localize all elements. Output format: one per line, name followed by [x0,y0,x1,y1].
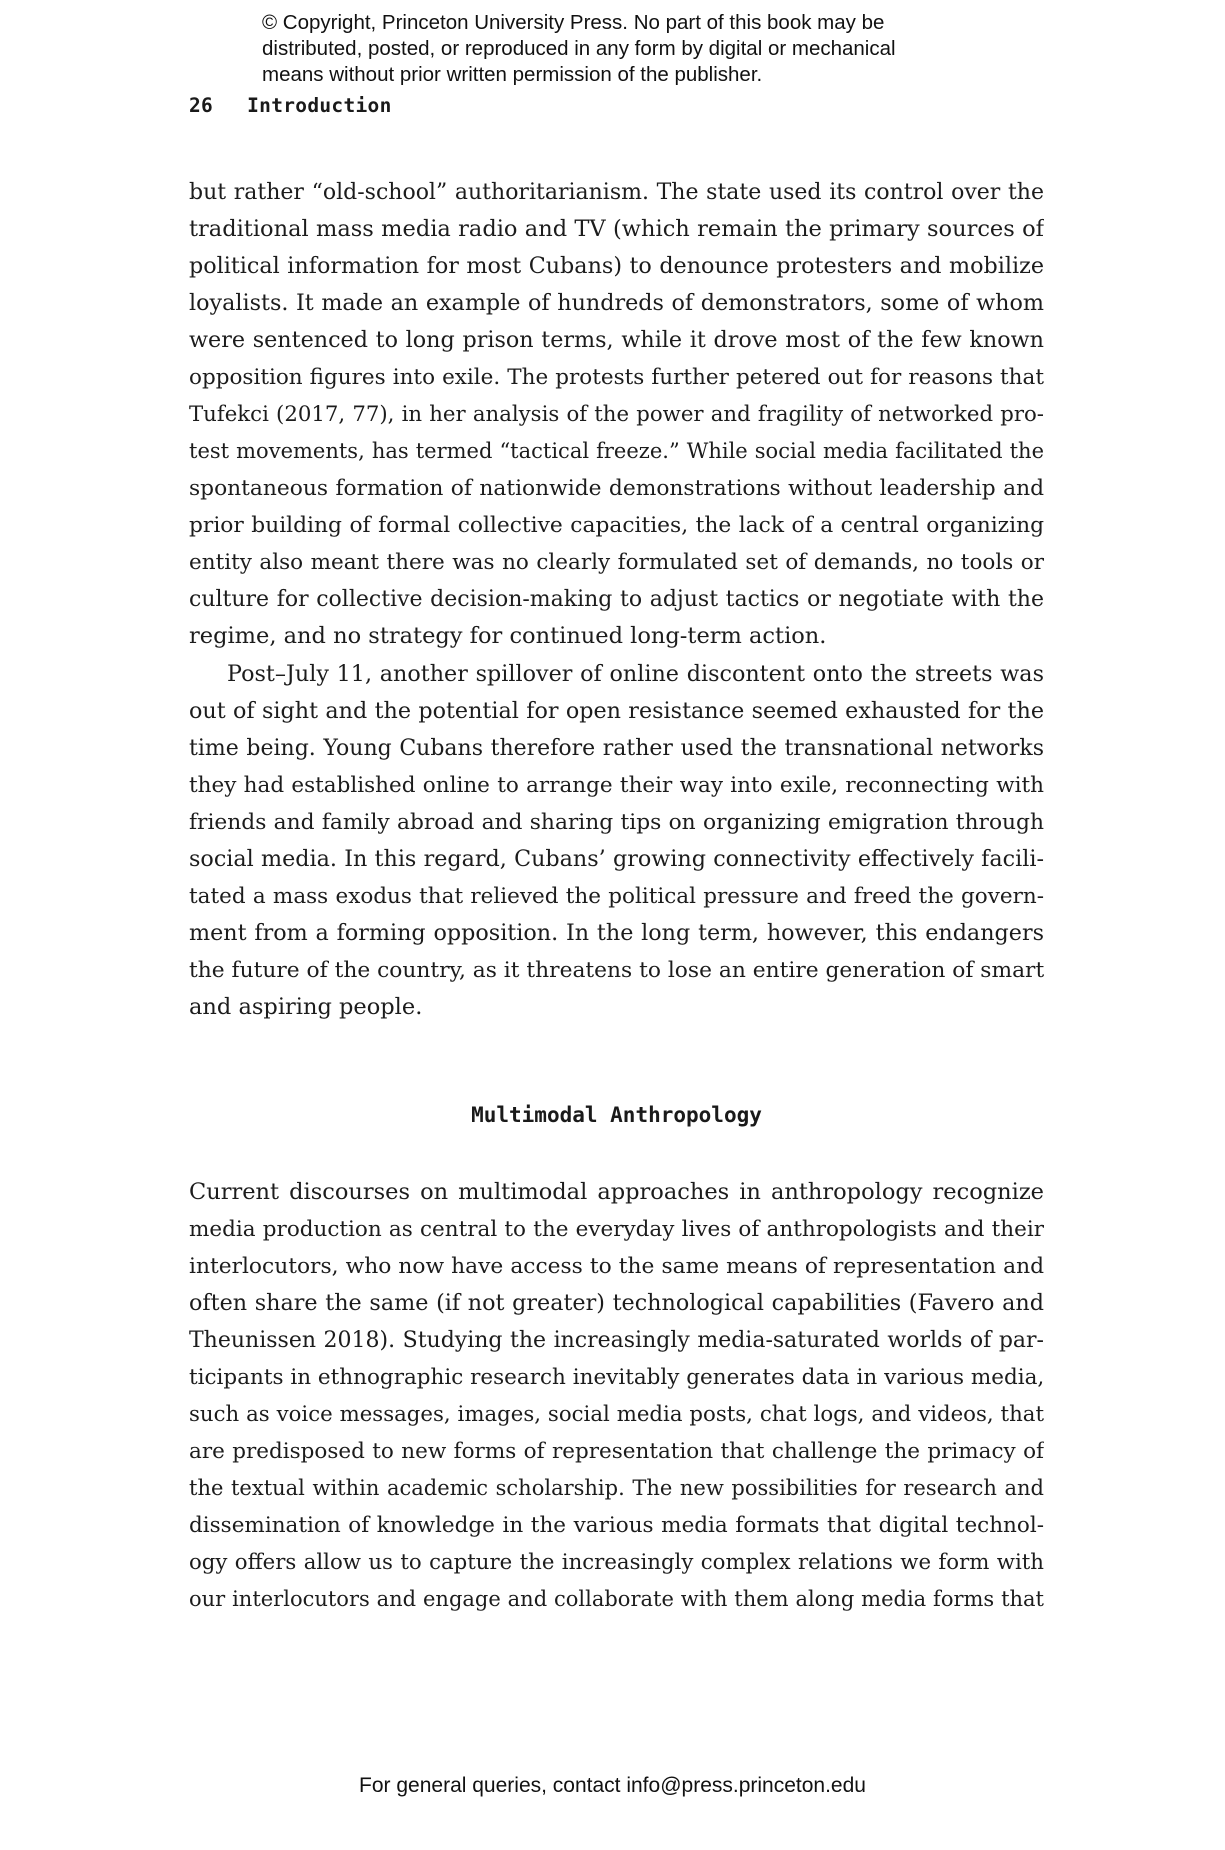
text-line: dissemination of knowledge in the various media formats that digital technol- [189,1513,1044,1538]
text-line: they had established online to arrange their way into exile, reconnecting with [189,773,1044,798]
text-line: time being. Young Cubans therefore rather used the transnational networks [189,736,1044,761]
body-paragraph [189,174,1044,655]
text-line: Theunissen 2018). Studying the increasingly media-saturated worlds of par- [189,1328,1044,1353]
text-line: friends and family abroad and sharing tips on organizing emigration through [189,810,1044,835]
text-line: test movements, has termed “tactical freeze.” While social media facilitated the [189,439,1044,463]
copyright-line: © Copyright, Princeton University Press. No part of this book may be [262,11,885,34]
page-number: 26 [189,94,214,117]
copyright-line: means without prior written permission of the publisher. [262,63,763,86]
text-line: our interlocutors and engage and collaborate with them along media forms that [189,1587,1044,1611]
text-line: but rather “old-school” authoritarianism. The state used its control over the [189,180,1044,205]
text-line: ogy offers allow us to capture the increasingly complex relations we form with [189,1550,1044,1575]
text-line: social media. In this regard, Cubans’ growing connectivity effectively facili- [189,846,1044,872]
text-line: ment from a forming opposition. In the long term, however, this endangers [189,920,1044,946]
text-line: traditional mass media radio and TV (which remain the primary sources of [189,216,1044,242]
body-paragraph [189,1174,1044,1618]
running-head [189,94,392,117]
text-line: entity also meant there was no clearly formulated set of demands, no tools or [189,550,1044,575]
text-line: tated a mass exodus that relieved the political pressure and freed the govern- [189,884,1044,909]
text-line: opposition figures into exile. The protests further petered out for reasons that [189,365,1044,390]
text-line: spontaneous formation of nationwide demonstrations without leadership and [189,476,1044,501]
text-line: Tufekci (2017, 77), in her analysis of the power and fragility of networked pro- [189,402,1044,427]
section-heading: Multimodal Anthropology [471,1103,762,1127]
text-line: culture for collective decision-making to adjust tactics or negotiate with the [189,587,1044,612]
text-line: prior building of formal collective capacities, the lack of a central organizing [189,513,1044,538]
footer-contact: For general queries, contact info@press.princeton.edu [359,1774,866,1797]
text-line: were sentenced to long prison terms, while it drove most of the few known [189,327,1044,353]
copyright-line: distributed, posted, or reproduced in any form by digital or mechanical [262,37,896,60]
text-line: ticipants in ethnographic research inevitably generates data in various media, [189,1365,1044,1390]
copyright-notice [262,10,1022,88]
text-line: regime, and no strategy for continued long-term action. [189,623,827,649]
text-line: are predisposed to new forms of representation that challenge the primacy of [189,1439,1044,1464]
text-line: political information for most Cubans) to denounce protesters and mobilize [189,253,1044,279]
running-head-section: Introduction [247,94,392,117]
text-line: out of sight and the potential for open resistance seemed exhausted for the [189,698,1044,724]
text-line: loyalists. It made an example of hundreds of demonstrators, some of whom [189,290,1044,316]
text-line: and aspiring people. [189,994,423,1020]
text-line: media production as central to the everyday lives of anthropologists and their [189,1217,1044,1242]
body-paragraph [189,656,1044,1026]
text-line: such as voice messages, images, social media posts, chat logs, and videos, that [189,1402,1044,1427]
text-line: Current discourses on multimodal approaches in anthropology recognize [189,1179,1044,1205]
text-line: the future of the country, as it threatens to lose an entire generation of smart [189,958,1044,983]
text-line: Post–July 11, another spillover of online discontent onto the streets was [227,661,1044,687]
text-line: often share the same (if not greater) technological capabilities (Favero and [189,1290,1044,1316]
text-line: the textual within academic scholarship. The new possibilities for research and [189,1476,1044,1500]
text-line: interlocutors, who now have access to the same means of representation and [189,1254,1044,1279]
